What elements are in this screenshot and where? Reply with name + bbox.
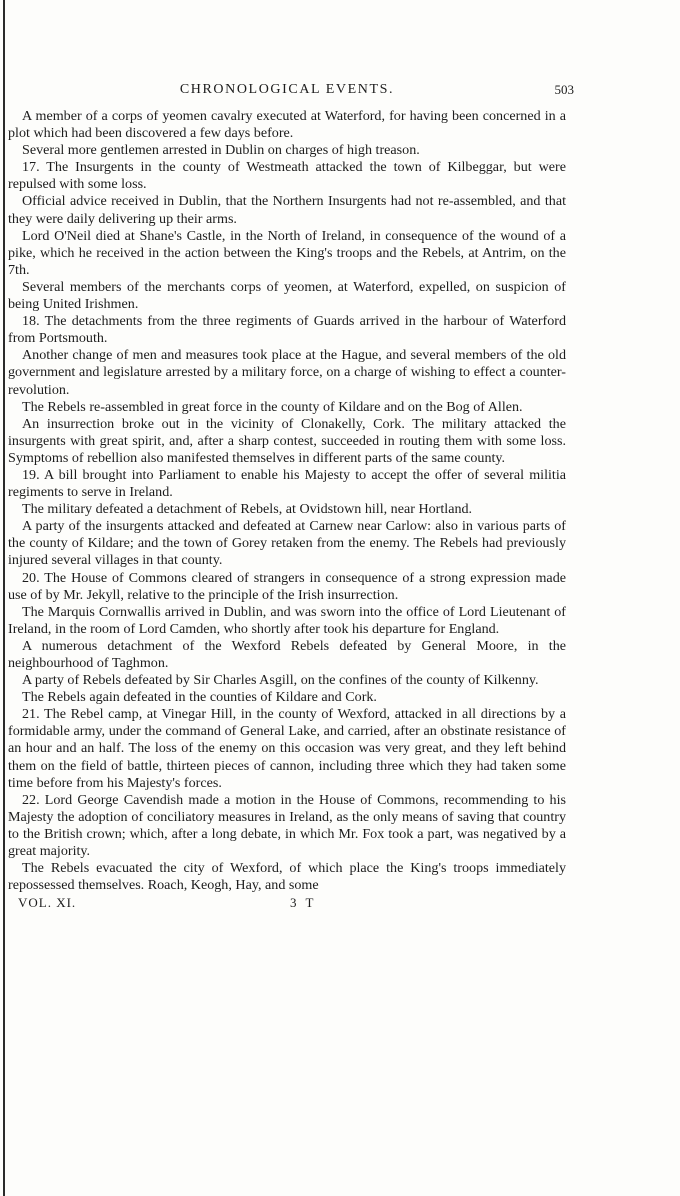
paragraph: Lord O'Neil died at Shane's Castle, in the North of Ireland, in consequence of the wound of a pike, which he received in the action between the King's troops and the Rebels, at Antrim, on the 7th. [8,227,566,278]
paragraph: Several more gentlemen arrested in Dublin on charges of high treason. [22,142,420,159]
paragraph: A member of a corps of yeomen cavalry executed at Waterford, for having been concerned in a plot which had been discovered a few days before. [8,108,566,142]
volume-label: VOL. XI. [18,895,77,911]
paragraph: 17. The Insurgents in the county of Westmeath attacked the town of Kilbeggar, but were repulsed with some loss. [8,159,566,193]
paragraph: 22. Lord George Cavendish made a motion in the House of Commons, recommending to his Majesty the adoption of conciliatory measures in Ireland, as the only means of saving that country to the British crown; which, after a long debate, in which Mr. Fox took a part, was negatived by a great majority. [8,791,566,860]
book-page [8,82,574,913]
running-head: CHRONOLOGICAL EVENTS. [179,82,395,97]
paragraph: The Rebels evacuated the city of Wexford, of which place the King's troops immediately repossessed themselves. Roach, Keogh, Hay, and some [8,860,566,894]
paragraph: An insurrection broke out in the vicinity of Clonakelly, Cork. The military attacked the insurgents with great spirit, and, after a sharp contest, succeeded in routing them with some loss. Symptoms of rebellion also manifested themselves in different parts of the same county. [8,415,566,466]
paragraph: 18. The detachments from the three regiments of Guards arrived in the harbour of Waterford from Portsmouth. [8,313,566,347]
page-footer [8,895,566,913]
paragraph: The military defeated a detachment of Rebels, at Ovidstown hill, near Hortland. [22,501,473,518]
paragraph: A party of the insurgents attacked and defeated at Carnew near Carlow: also in various parts of the county of Kildare; and the town of Gorey retaken from the enemy. The Rebels had previously injured several villages in that county. [8,518,566,569]
paragraph: 21. The Rebel camp, at Vinegar Hill, in the county of Wexford, attacked in all directions by a formidable army, under the command of General Lake, and carried, after an obstinate resistance of an hour and an half. The loss of the enemy on this occasion was very great, and they left behind them on the field of battle, thirteen pieces of cannon, including three which they had taken some time before from his Majesty's forces. [8,706,566,791]
signature-mark: 3 T [290,895,317,911]
paragraph: The Rebels again defeated in the counties of Kildare and Cork. [22,689,377,706]
paragraph: A party of Rebels defeated by Sir Charles Asgill, on the confines of the county of Kilkenny. [22,672,539,689]
paragraph: The Rebels re-assembled in great force in the county of Kildare and on the Bog of Allen. [22,398,523,415]
page-number: 503 [554,82,574,97]
paragraph: 19. A bill brought into Parliament to enable his Majesty to accept the offer of several militia regiments to serve in Ireland. [8,466,566,501]
paragraph: Another change of men and measures took place at the Hague, and several members of the old government and legislature arrested by a military force, on a charge of wishing to effect a counter-revolution. [8,347,566,398]
paragraph: A numerous detachment of the Wexford Rebels defeated by General Moore, in the neighbourhood of Taghmon. [8,637,566,671]
page-header [8,82,574,106]
paragraph: Several members of the merchants corps of yeomen, at Waterford, expelled, on suspicion of being United Irishmen. [8,278,566,313]
paragraph: 20. The House of Commons cleared of strangers in consequence of a strong expression made use of by Mr. Jekyll, relative to the principle of the Irish insurrection. [8,569,566,603]
body-text [8,108,566,894]
page-edge-rule [3,0,5,1196]
paragraph: Official advice received in Dublin, that the Northern Insurgents had not re-assembled, and that they were daily delivering up their arms. [8,193,566,227]
paragraph: The Marquis Cornwallis arrived in Dublin, and was sworn into the office of Lord Lieutenant of Ireland, in the room of Lord Camden, who shortly after took his departure for England. [8,603,566,637]
